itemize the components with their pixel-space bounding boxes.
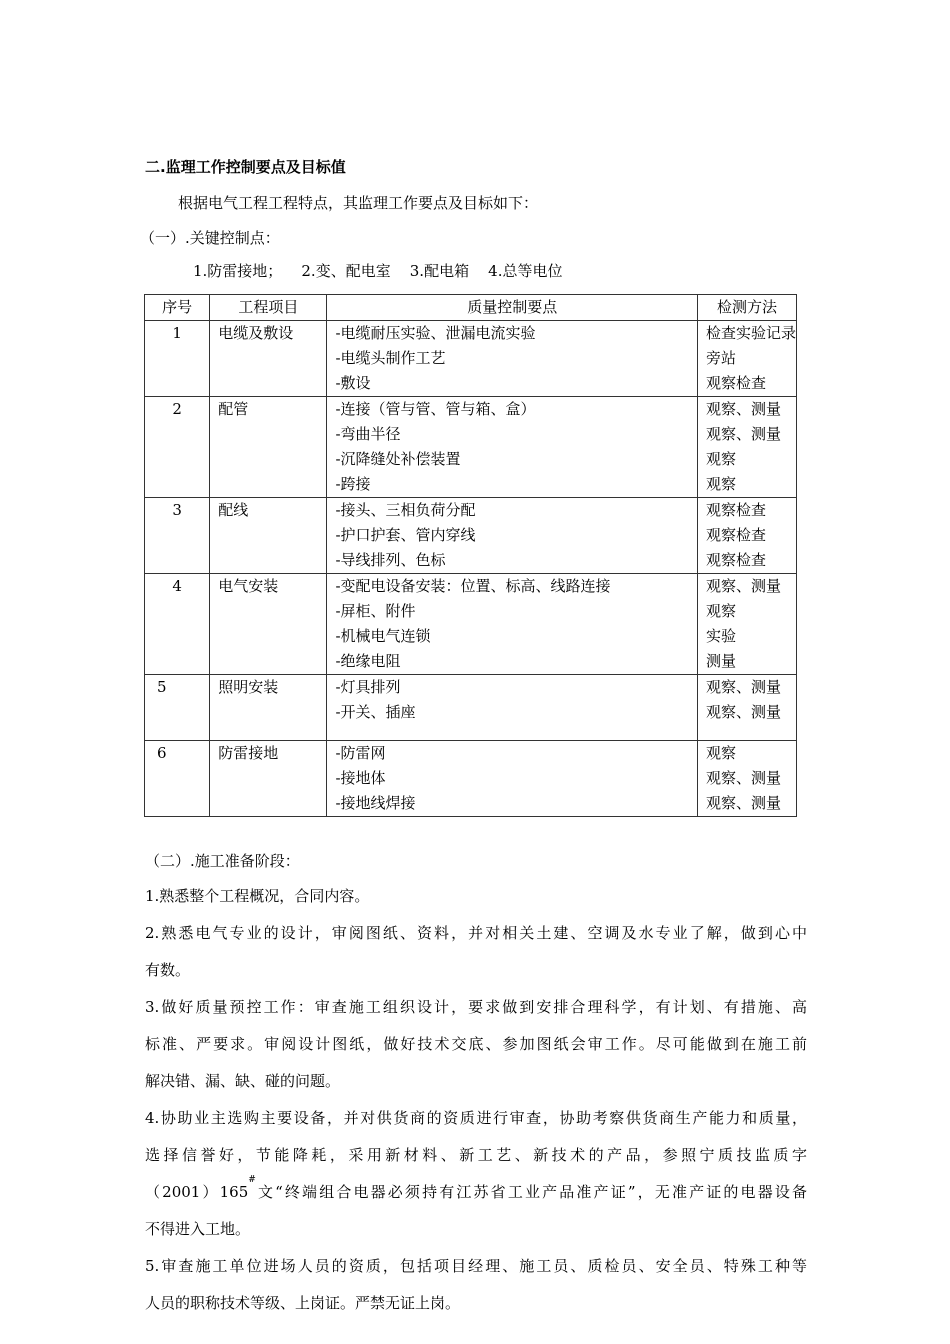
test-method: 观察、测量 bbox=[705, 769, 781, 787]
control-point: -机械电气连锁 bbox=[335, 627, 431, 645]
table-row bbox=[145, 498, 797, 574]
prep-item-4: 4.协助业主选购主要设备，并对供货商的资质进行审查，协助考察供货商生产能力和质量， bbox=[145, 1109, 807, 1127]
table-row bbox=[145, 675, 797, 741]
control-point: -接头、三相负荷分配 bbox=[335, 501, 476, 519]
table-row bbox=[145, 321, 797, 397]
test-method: 旁站 bbox=[705, 349, 736, 367]
control-point: -跨接 bbox=[335, 475, 371, 493]
control-point: -弯曲半径 bbox=[335, 425, 401, 443]
control-point: -屏柜、附件 bbox=[335, 602, 416, 620]
table-row bbox=[145, 741, 797, 817]
test-method: 观察、测量 bbox=[705, 400, 781, 418]
control-point: -防雷网 bbox=[335, 744, 386, 762]
test-method: 观察检查 bbox=[705, 526, 766, 544]
table-header-row bbox=[145, 295, 797, 321]
prep-item-4-doc-ref bbox=[145, 1174, 807, 1211]
row-points bbox=[327, 498, 698, 574]
table-row bbox=[145, 397, 797, 498]
intro-paragraph: 根据电气工程工程特点，其监理工作要点及目标如下： bbox=[178, 194, 539, 212]
row-methods bbox=[697, 574, 796, 675]
prep-list bbox=[145, 878, 807, 1322]
header-no: 序号 bbox=[145, 295, 210, 321]
control-point: -变配电设备安装：位置、标高、线路连接 bbox=[335, 577, 611, 595]
blank-line bbox=[335, 725, 697, 740]
control-point: -电缆头制作工艺 bbox=[335, 349, 446, 367]
row-item: 照明安装 bbox=[210, 675, 327, 741]
row-methods bbox=[697, 321, 796, 397]
key-points-list: 1.防雷接地； 2.变、配电室 3.配电箱 4.总等电位 bbox=[193, 262, 563, 280]
row-methods bbox=[697, 397, 796, 498]
prep-item-1: 1.熟悉整个工程概况，合同内容。 bbox=[145, 887, 370, 905]
test-method: 检查实验记录 bbox=[705, 324, 796, 342]
control-point: -绝缘电阻 bbox=[335, 652, 401, 670]
header-points: 质量控制要点 bbox=[327, 295, 698, 321]
table-row bbox=[145, 574, 797, 675]
test-method: 观察、测量 bbox=[705, 425, 781, 443]
test-method: 实验 bbox=[705, 627, 736, 645]
test-method: 观察检查 bbox=[705, 501, 766, 519]
prep-item-4-cont: 不得进入工地。 bbox=[145, 1220, 251, 1238]
control-point: -开关、插座 bbox=[335, 703, 416, 721]
test-method: 观察、测量 bbox=[705, 577, 781, 595]
row-item: 配线 bbox=[210, 498, 327, 574]
prep-item-3: 3.做好质量预控工作：审查施工组织设计，要求做到安排合理科学，有计划、有措施、高 bbox=[145, 998, 807, 1016]
doc-ref-mark: # bbox=[248, 1175, 256, 1185]
row-no: 5 bbox=[145, 675, 210, 741]
prep-heading: （二）.施工准备阶段： bbox=[145, 852, 300, 870]
prep-item-2: 2.熟悉电气专业的设计，审阅图纸、资料，并对相关土建、空调及水专业了解，做到心中 bbox=[145, 924, 807, 942]
prep-item-5-cont: 人员的职称技术等级、上岗证。严禁无证上岗。 bbox=[145, 1294, 461, 1312]
test-method: 观察 bbox=[705, 475, 736, 493]
control-point: -导线排列、色标 bbox=[335, 551, 446, 569]
header-item: 工程项目 bbox=[210, 295, 327, 321]
test-method: 观察、测量 bbox=[705, 794, 781, 812]
test-method: 观察 bbox=[705, 744, 736, 762]
row-points bbox=[327, 397, 698, 498]
doc-ref-number: （2001）165 bbox=[145, 1183, 249, 1201]
row-no: 6 bbox=[145, 741, 210, 817]
prep-item-3-cont: 解决错、漏、缺、碰的问题。 bbox=[145, 1072, 341, 1090]
row-no: 2 bbox=[145, 397, 210, 498]
row-item: 防雷接地 bbox=[210, 741, 327, 817]
test-method: 观察、测量 bbox=[705, 703, 781, 721]
row-points bbox=[327, 574, 698, 675]
row-points bbox=[327, 675, 698, 741]
control-point: -沉降缝处补偿装置 bbox=[335, 450, 461, 468]
test-method: 观察、测量 bbox=[705, 678, 781, 696]
test-method: 测量 bbox=[705, 652, 736, 670]
row-item: 电气安装 bbox=[210, 574, 327, 675]
row-points bbox=[327, 741, 698, 817]
control-point: -连接（管与管、管与箱、盒） bbox=[335, 400, 536, 418]
prep-item-2-cont: 有数。 bbox=[145, 961, 191, 979]
prep-item-3-cont: 标准、严要求。审阅设计图纸，做好技术交底、参加图纸会审工作。尽可能做到在施工前 bbox=[145, 1035, 807, 1053]
key-points-heading: （一）.关键控制点： bbox=[140, 229, 280, 247]
row-item: 电缆及敷设 bbox=[210, 321, 327, 397]
prep-item-5: 5.审查施工单位进场人员的资质，包括项目经理、施工员、质检员、安全员、特殊工种等 bbox=[145, 1257, 807, 1275]
control-point: -接地线焊接 bbox=[335, 794, 416, 812]
section-title: 二.监理工作控制要点及目标值 bbox=[145, 158, 346, 176]
control-point: -电缆耐压实验、泄漏电流实验 bbox=[335, 324, 536, 342]
row-methods bbox=[697, 498, 796, 574]
prep-item-4-cont: 选择信誉好，节能降耗，采用新材料、新工艺、新技术的产品，参照宁质技监质字 bbox=[145, 1146, 807, 1164]
test-method: 观察 bbox=[705, 450, 736, 468]
control-point: -接地体 bbox=[335, 769, 386, 787]
row-item: 配管 bbox=[210, 397, 327, 498]
control-point: -护口护套、管内穿线 bbox=[335, 526, 476, 544]
control-point: -灯具排列 bbox=[335, 678, 401, 696]
doc-ref-text: 文“终端组合电器必须持有江苏省工业产品准产证”，无准产证的电器设备 bbox=[255, 1183, 807, 1201]
row-no: 1 bbox=[145, 321, 210, 397]
test-method: 观察检查 bbox=[705, 374, 766, 392]
row-no: 3 bbox=[145, 498, 210, 574]
header-methods: 检测方法 bbox=[697, 295, 796, 321]
test-method: 观察检查 bbox=[705, 551, 766, 569]
row-points bbox=[327, 321, 698, 397]
quality-control-table bbox=[144, 294, 797, 817]
row-methods bbox=[697, 741, 796, 817]
row-no: 4 bbox=[145, 574, 210, 675]
row-methods bbox=[697, 675, 796, 741]
control-point: -敷设 bbox=[335, 374, 371, 392]
test-method: 观察 bbox=[705, 602, 736, 620]
